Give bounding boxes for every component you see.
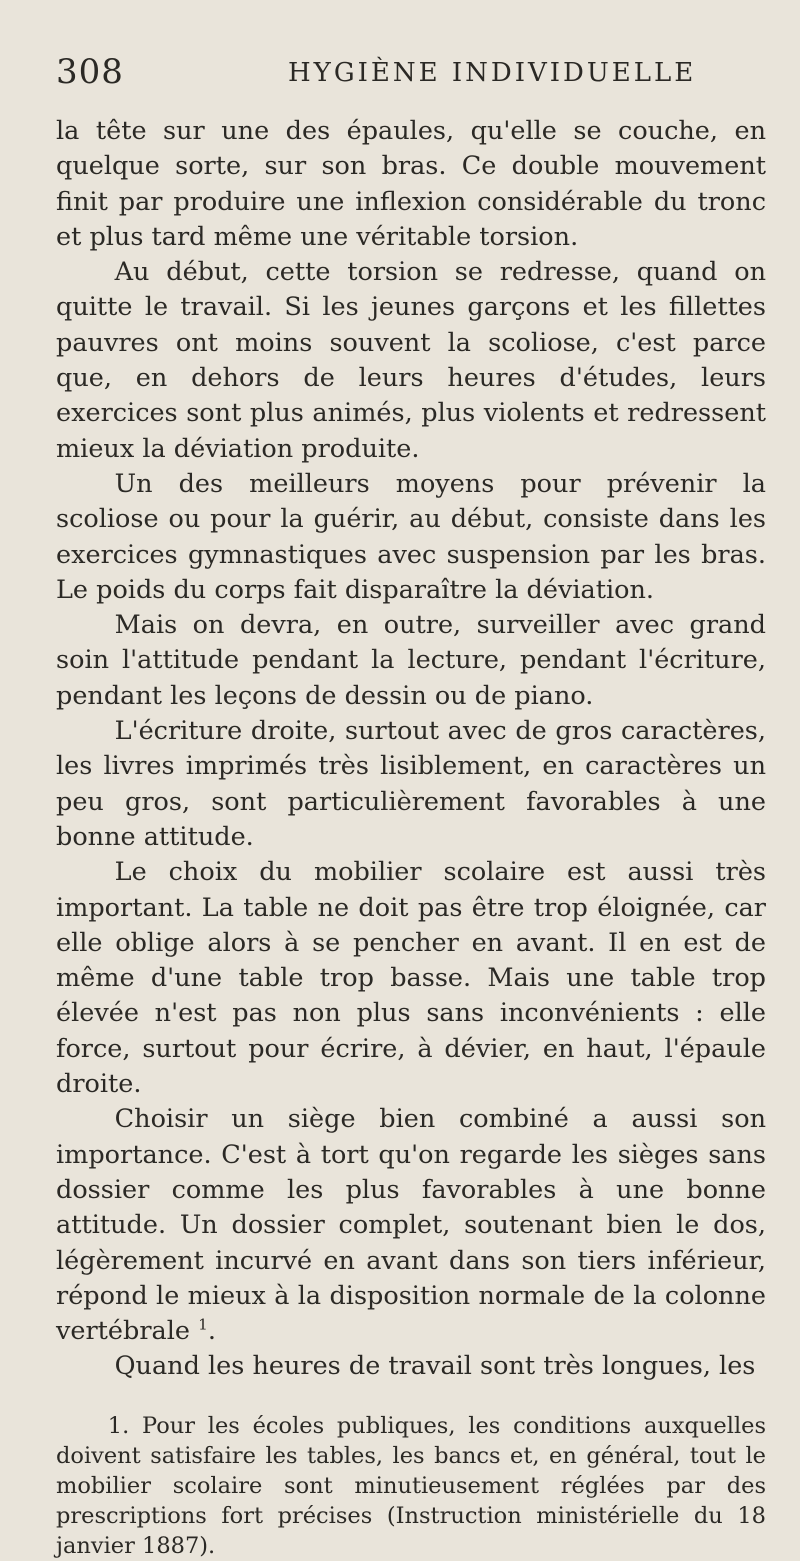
page-number: 308	[56, 52, 124, 92]
paragraph: Un des meilleurs moyens pour prévenir la scoliose ou pour la guérir, au début, consiste dans les exercices gymnastiques avec suspension par les bras. Le poids du corps fait disparaître la déviation.	[56, 468, 766, 605]
footnote-reference: 1	[198, 1315, 208, 1334]
paragraph: L'écriture droite, surtout avec de gros caractères, les livres imprimés très lisiblement, en caractères un peu gros, sont particulièrement favorables à une bonne attitude.	[56, 716, 766, 852]
running-head	[56, 52, 766, 100]
paragraph: Mais on devra, en outre, surveiller avec grand soin l'attitude pendant la lecture, pendant l'écriture, pendant les leçons de dessin ou de piano.	[56, 610, 766, 711]
paragraph: Au début, cette torsion se redresse, quand on quitte le travail. Si les jeunes garçons et les fillettes pauvres ont moins souvent la scoliose, c'est parce que, en dehors de leurs heures d'études, leurs exercices sont plus animés, plus violents et redressent mieux la déviation produite.	[56, 257, 766, 464]
running-title: HYGIÈNE INDIVIDUELLE	[288, 58, 697, 88]
footnotes	[56, 1411, 766, 1561]
paragraph: Choisir un siège bien combiné a aussi son importance. C'est à tort qu'on regarde les sièges sans dossier comme les plus favorables à une bonne attitude. Un dossier complet, soutenant bien le dos, légèrement incurvé en avant dans son tiers inférieur, répond le mieux à la disposition normale de la colonne vertébrale $^1$.	[56, 1104, 766, 1347]
paragraph: Le choix du mobilier scolaire est aussi très important. La table ne doit pas être trop éloignée, car elle oblige alors à se pencher en avant. Il en est de même d'une table trop basse. Mais une table trop élevée n'est pas non plus sans inconvénients : elle force, surtout pour écrire, à dévier, en haut, l'épaule droite.	[56, 857, 766, 1100]
paragraph: Quand les heures de travail sont très longues, les	[114, 1351, 756, 1382]
footnote: 1. Pour les écoles publiques, les conditions auxquelles doivent satisfaire les tables, les bancs et, en général, tout le mobilier scolaire sont minutieusement réglées par des prescriptions fort précises (Instruction ministérielle du 18 janvier 1887).	[56, 1412, 766, 1559]
paragraph: la tête sur une des épaules, qu'elle se couche, en quelque sorte, sur son bras. Ce double mouvement finit par produire une inflexion considérable du tronc et plus tard même une véritable torsion.	[56, 116, 766, 252]
body-text	[56, 114, 766, 1385]
paragraph-text: Choisir un siège bien combiné a aussi son importance. C'est à tort qu'on regarde les sièges sans dossier comme les plus favorables à une bonne attitude. Un dossier complet, soutenant bien le dos, légèrement incurvé en avant dans son tiers inférieur, répond le mieux à la disposition normale de la colonne vertébrale	[56, 1104, 766, 1347]
